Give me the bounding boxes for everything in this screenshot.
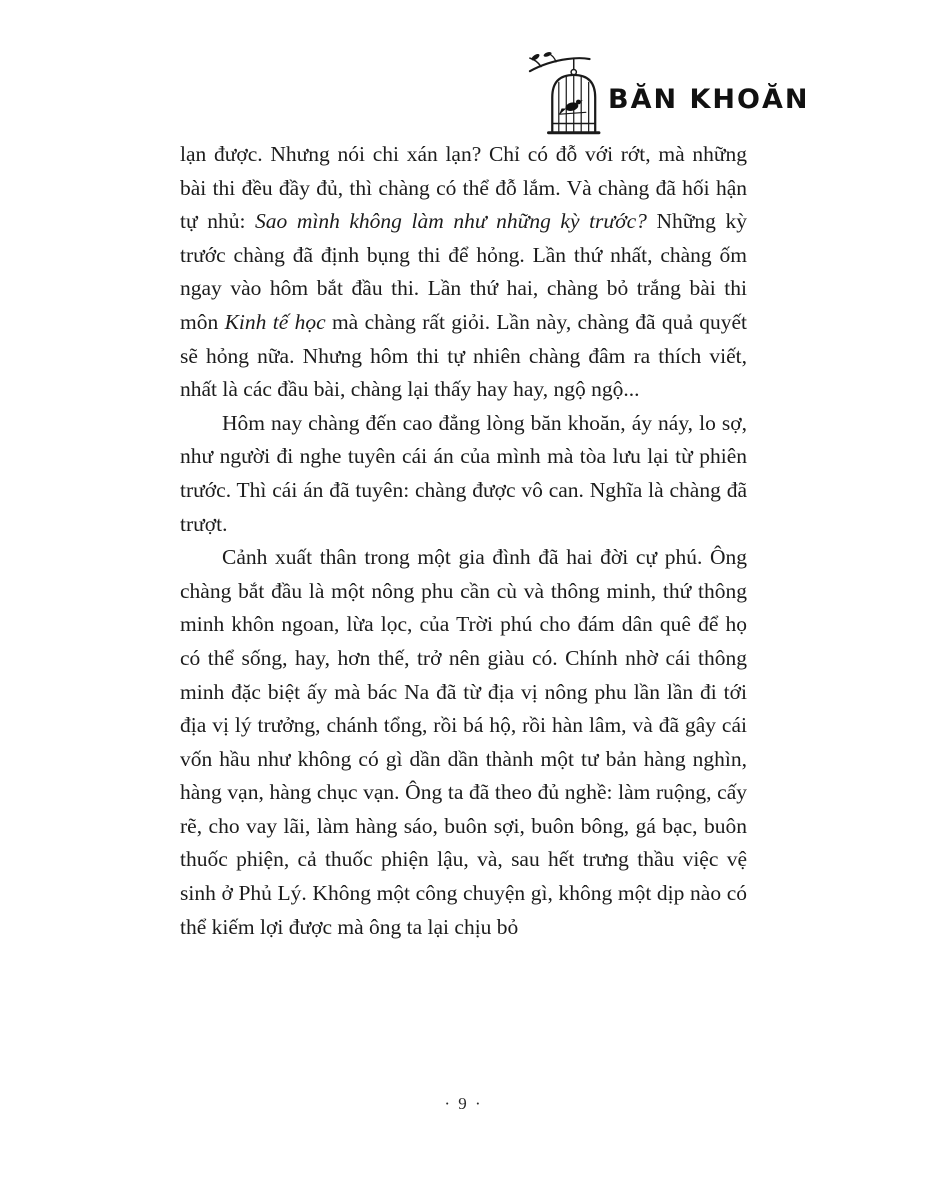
paragraph [180,407,747,541]
text-run: Những kỳ trước chàng đã định bụng thi để hỏng. Lần thứ nhất, chàng ốm ngay vào hôm bắt đầu thi. Lần thứ hai, chàng bỏ trắng bài thi môn [180,209,747,334]
text-run: Cảnh xuất thân trong một gia đình đã hai đời cự phú. Ông chàng bắt đầu là một nông phu cần cù và thông minh, thứ thông minh khôn ngoan, lừa lọc, của Trời phú cho đám dân quê để họ có thể sống, hay, hơn thế, trở nên giàu có. Chính nhờ cái thông minh đặc biệt ấy mà bác Na đã từ địa vị nông phu lần lần đi tới địa vị lý trưởng, chánh tổng, rồi bá hộ, rồi hàn lâm, và đã gây cái vốn hầu như không có gì dần dần thành một tư bản hàng nghìn, hàng vạn, hàng chục vạn. Ông ta đã theo đủ nghề: làm ruộng, cấy rẽ, cho vay lãi, làm hàng sáo, buôn sợi, buôn bông, gá bạc, buôn thuốc phiện, cả thuốc phiện lậu, và, sau hết trưng thầu việc vệ sinh ở Phủ Lý. Không một công chuyện gì, không một dịp nào có thể kiếm lợi được mà ông ta lại chịu bỏ [180,545,747,939]
page-number: · 9 · [444,1094,483,1113]
paragraph [180,541,747,944]
text-run: lạn được. Nhưng nói chi xán lạn? Chỉ có đỗ với rớt, mà những bài thi đều đầy đủ, thì chàng có thể đỗ lắm. Và chàng đã hối hận tự nhủ: [180,142,747,234]
italic-text-run: Sao mình không làm như những kỳ trước? [255,209,647,234]
text-block [180,138,747,944]
birdcage-icon [528,50,612,140]
text-run: Hôm nay chàng đến cao đẳng lòng băn khoăn, áy náy, lo sợ, như người đi nghe tuyên cái án của mình mà tòa lưu lại từ phiên trước. Thì cái án đã tuyên: chàng được vô can. Nghĩa là chàng đã trượt. [180,410,747,536]
book-title: BĂN KHOĂN [608,84,810,115]
text-run: mà chàng rất giỏi. Lần này, chàng đã quả quyết sẽ hỏng nữa. Nhưng hôm thi tự nhiên chàng đâm ra thích viết, nhất là các đầu bài, chàng lại thấy hay hay, ngộ ngộ... [180,309,747,402]
italic-text-run: Kinh tế học [224,309,326,334]
paragraph [180,138,747,407]
